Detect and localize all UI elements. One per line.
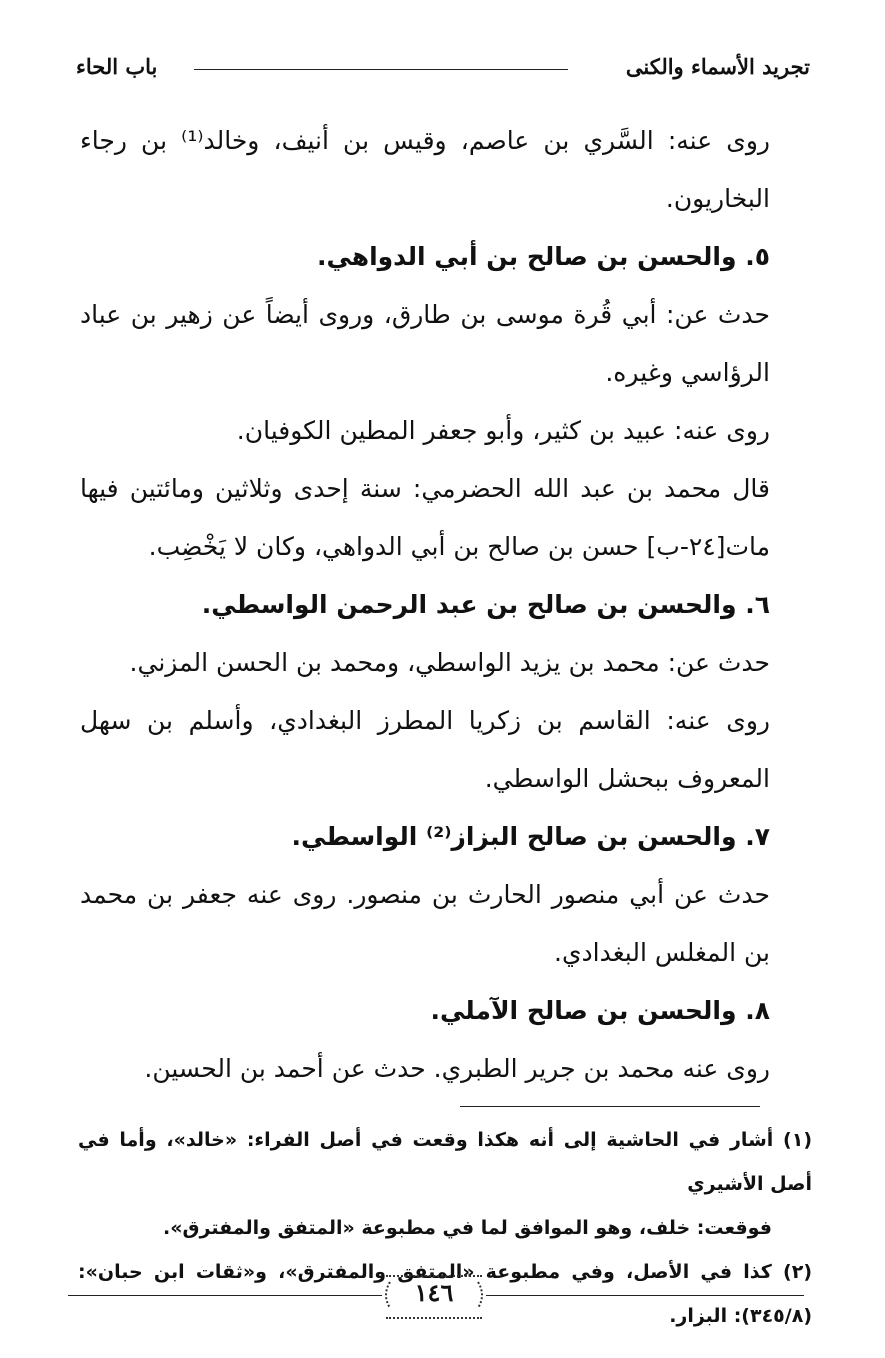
entry-heading: ٦. والحسن بن صالح بن عبد الرحمن الواسطي.: [201, 590, 770, 619]
paragraph: حدث عن: أبي قُرة موسى بن طارق، وروى أيضاً عن زهير بن عباد الرؤاسي وغيره.: [80, 300, 770, 387]
page-number: ١٤٦: [414, 1278, 454, 1307]
main-text: [80, 112, 810, 1098]
paragraph: روى عنه: القاسم بن زكريا المطرز البغدادي، وأسلم بن سهل المعروف ببحشل الواسطي.: [80, 706, 770, 793]
footnote: (٢) كذا في الأصل، وفي مطبوعة «المتفق والمفترق»، و«ثقات ابن حبان»: (٣٤٥/٨): البزار.: [78, 1261, 812, 1327]
paragraph: روى عنه محمد بن جرير الطبري. حدث عن أحمد بن الحسين.: [144, 1054, 770, 1083]
footer-rule-right: [486, 1295, 804, 1296]
paragraph: حدث عن أبي منصور الحارث بن منصور. روى عنه جعفر بن محمد بن المغلس البغدادي.: [80, 880, 770, 967]
footnote-separator: [460, 1106, 760, 1107]
entry-heading: ٨. والحسن بن صالح الآملي.: [430, 996, 770, 1025]
running-header: [76, 52, 810, 82]
chapter-title: باب الحاء: [76, 54, 158, 79]
paragraph: قال محمد بن عبد الله الحضرمي: سنة إحدى وثلاثين ومائتين فيها مات[٢٤-ب] حسن بن صالح بن أبي الدواهي، وكان لا يَخْضِب.: [80, 474, 770, 561]
entry-heading: ٧. والحسن بن صالح البزاز⁽²⁾ الواسطي.: [291, 822, 770, 851]
footnote: (١) أشار في الحاشية إلى أنه هكذا وقعت في أصل الفراء: «خالد»، وأما في أصل الأشيري: [78, 1129, 812, 1195]
paragraph: روى عنه: عبيد بن كثير، وأبو جعفر المطين الكوفيان.: [236, 416, 770, 445]
footer-rule-left: [68, 1295, 382, 1296]
paragraph: حدث عن: محمد بن يزيد الواسطي، ومحمد بن الحسن المزني.: [129, 648, 770, 677]
entry-heading: ٥. والحسن بن صالح بن أبي الدواهي.: [316, 242, 770, 271]
footnote-continuation: فوقعت: خلف، وهو الموافق لما في مطبوعة «المتفق والمفترق».: [163, 1217, 772, 1239]
header-rule: [194, 69, 568, 70]
book-title: تجريد الأسماء والكنى: [625, 54, 810, 79]
paragraph: روى عنه: السَّري بن عاصم، وقيس بن أنيف، وخالد⁽¹⁾ بن رجاء البخاريون.: [80, 126, 771, 213]
